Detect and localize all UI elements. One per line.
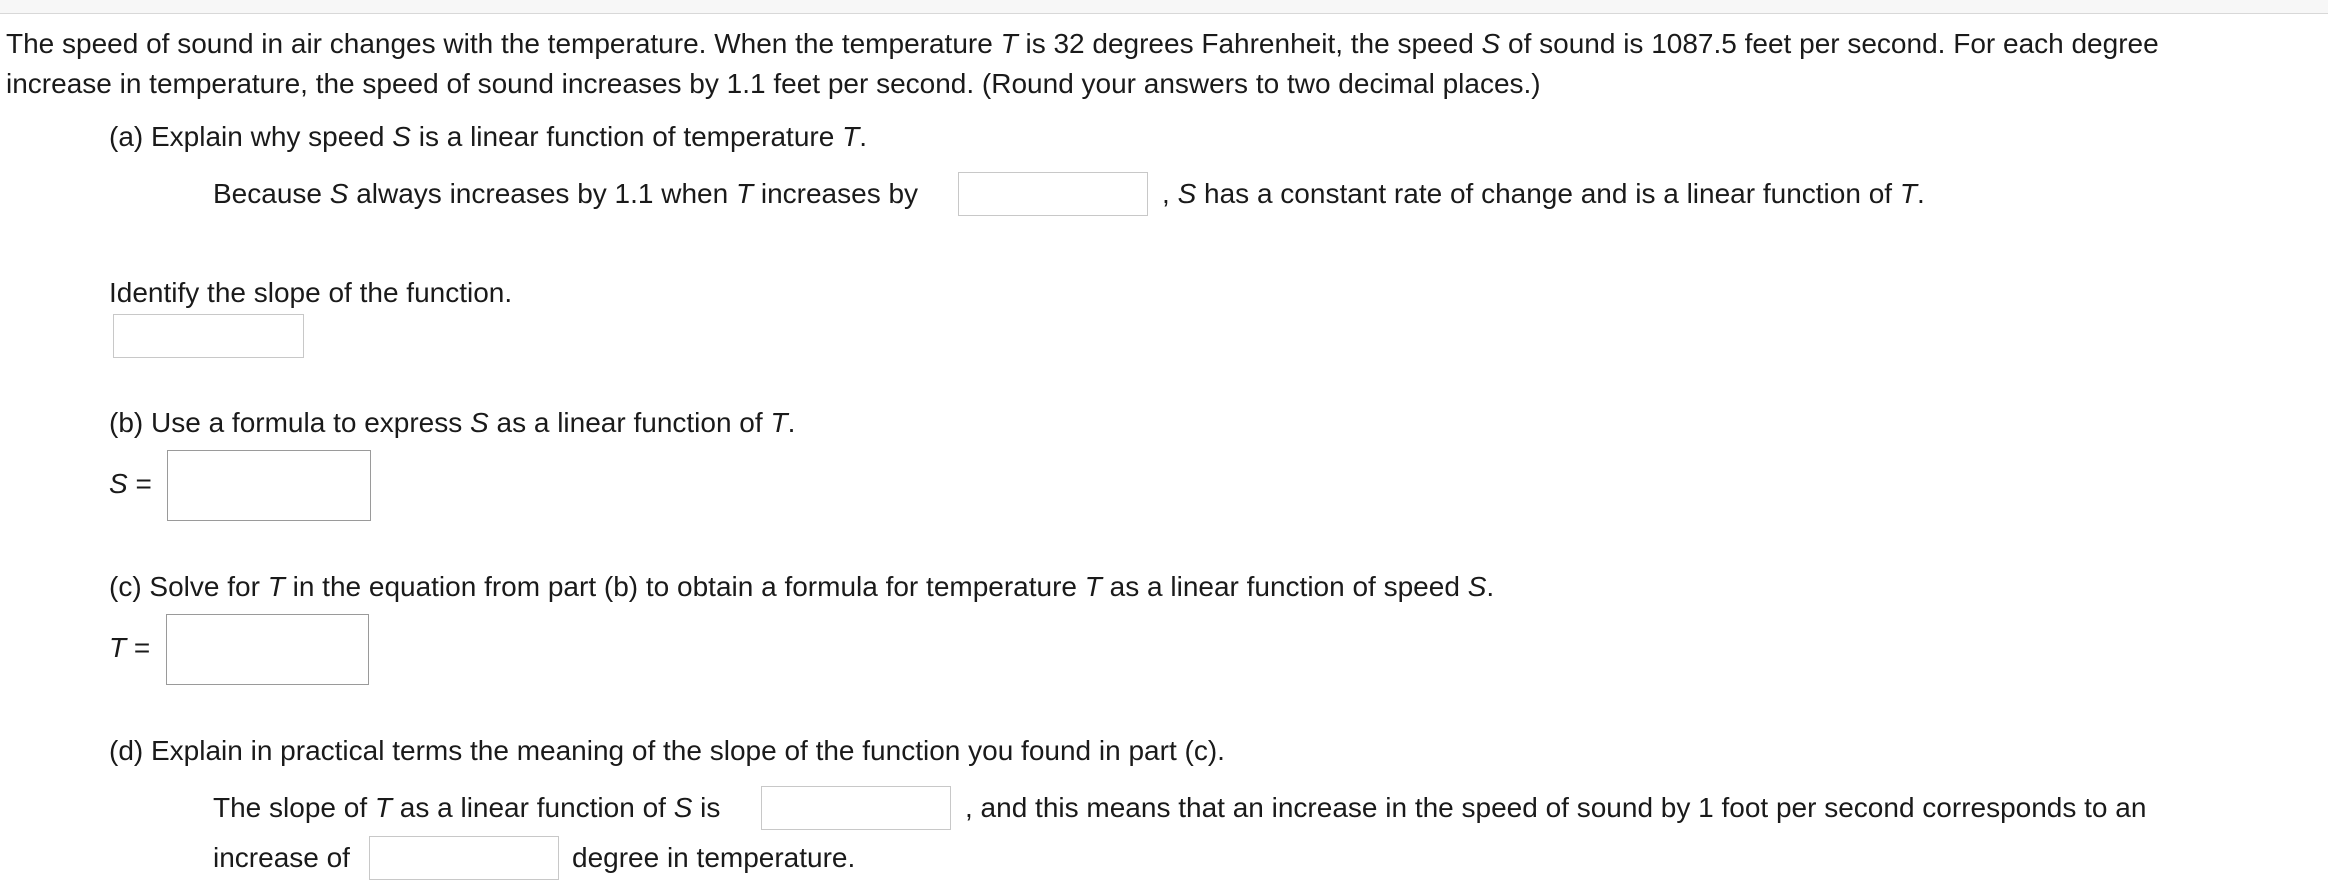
slope-prompt: Identify the slope of the function.: [109, 277, 513, 308]
intro-line-2: increase in temperature, the speed of sound increases by 1.1 feet per second. (Round your answers to two decimal places.): [6, 68, 1541, 99]
part-a-question: (a) Explain why speed S is a linear function of temperature T.: [109, 121, 867, 152]
t-equals-label: T =: [109, 632, 151, 663]
part-d-degree-label: degree in temperature.: [572, 842, 856, 873]
part-d-question: (d) Explain in practical terms the meaning of the slope of the function you found in part (c).: [109, 735, 1225, 766]
degree-increase-input[interactable]: [369, 836, 559, 880]
increase-by-input[interactable]: [958, 172, 1148, 216]
intro-line-1: The speed of sound in air changes with the temperature. When the temperature T is 32 degrees Fahrenheit, the speed S of sound is 1087.5 feet per second. For each degree: [6, 28, 2159, 59]
part-d-statement-start: The slope of T as a linear function of S is: [213, 792, 721, 823]
s-equals-label: S =: [109, 468, 152, 499]
slope-input[interactable]: [113, 314, 304, 358]
part-a-statement-end: , S has a constant rate of change and is a linear function of T.: [1162, 178, 1925, 209]
t-formula-input[interactable]: [166, 614, 369, 685]
s-formula-input[interactable]: [167, 450, 371, 521]
top-border: [0, 0, 2328, 14]
part-a-statement-start: Because S always increases by 1.1 when T increases by: [213, 178, 919, 209]
d-slope-input[interactable]: [761, 786, 951, 830]
part-d-statement-end: , and this means that an increase in the speed of sound by 1 foot per second corresponds to an: [965, 792, 2147, 823]
part-c-question: (c) Solve for T in the equation from part (b) to obtain a formula for temperature T as a linear function of speed S.: [109, 571, 1495, 602]
part-b-question: (b) Use a formula to express S as a linear function of T.: [109, 407, 796, 438]
part-d-increase-label: increase of: [213, 842, 350, 873]
